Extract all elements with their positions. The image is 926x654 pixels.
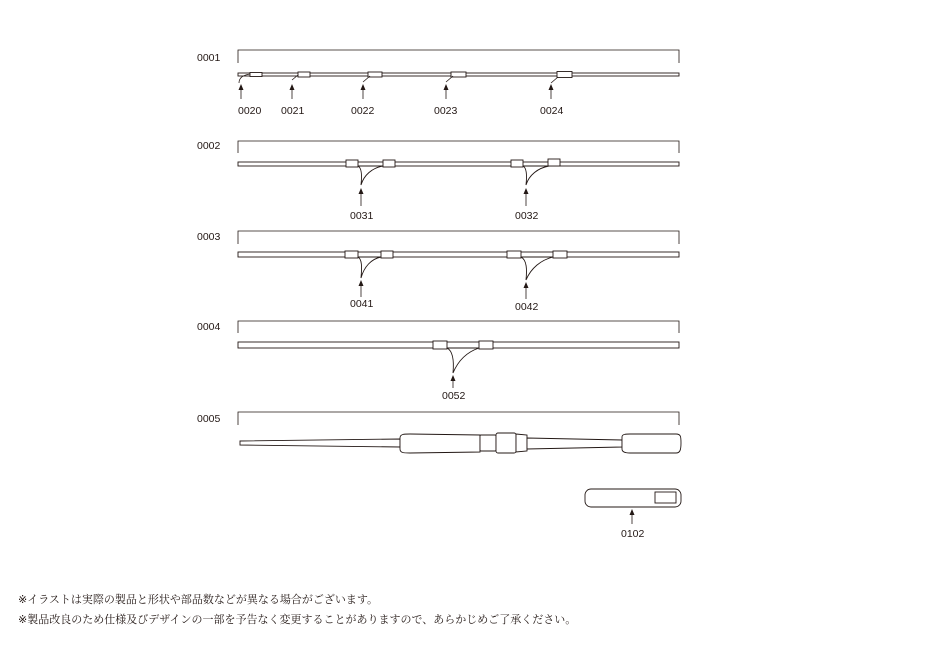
arrow-0102 (630, 509, 635, 524)
arrow-0022 (361, 84, 366, 99)
arrow-0021 (290, 84, 295, 99)
section-0003 (197, 231, 679, 313)
part-label-0102: 0102 (621, 528, 645, 540)
reel-seat-hood (516, 434, 527, 452)
arrow-0032 (524, 188, 529, 206)
arrow-0031 (359, 188, 364, 206)
reel-seat-nut (480, 435, 496, 451)
arrow-0052 (451, 375, 456, 388)
rod-cap-window (655, 492, 676, 503)
rod-blank (238, 342, 679, 348)
part-0102 (585, 489, 681, 540)
part-label-0052: 0052 (442, 390, 466, 402)
part-label-0022: 0022 (351, 105, 375, 117)
part-label-0042: 0042 (515, 301, 539, 313)
reel-seat (496, 433, 516, 453)
rod-blank (238, 252, 679, 257)
section-bracket (238, 321, 679, 333)
part-label-0024: 0024 (540, 105, 564, 117)
section-label-0002: 0002 (197, 140, 221, 152)
section-bracket (238, 412, 679, 425)
rear-grip (622, 434, 681, 453)
notes (18, 590, 576, 630)
part-label-0021: 0021 (281, 105, 305, 117)
part-label-0023: 0023 (434, 105, 458, 117)
section-label-0003: 0003 (197, 231, 221, 243)
note-spec-change-disclaimer: ※製品改良のため仕様及びデザインの一部を予告なく変更することがありますので、あらかじめご了承ください。 (18, 613, 577, 626)
part-label-0041: 0041 (350, 298, 374, 310)
arrow-0020 (239, 84, 244, 99)
section-0004 (197, 321, 679, 402)
section-0005 (197, 412, 681, 453)
part-label-0032: 0032 (515, 210, 539, 222)
section-bracket (238, 50, 679, 63)
note-illustration-disclaimer: ※イラストは実際の製品と形状や部品数などが異なる場合がございます。 (18, 593, 379, 606)
rod-blank (238, 162, 679, 166)
part-label-0020: 0020 (238, 105, 262, 117)
section-label-0001: 0001 (197, 52, 221, 64)
section-label-0005: 0005 (197, 413, 221, 425)
part-label-0031: 0031 (350, 210, 374, 222)
section-bracket (238, 141, 679, 153)
arrow-0041 (359, 280, 364, 297)
arrow-0023 (444, 84, 449, 99)
rod-blank (240, 439, 400, 447)
section-label-0004: 0004 (197, 321, 221, 333)
arrow-0024 (549, 84, 554, 99)
section-0002 (197, 140, 679, 222)
section-0001 (197, 50, 679, 117)
fore-grip (400, 434, 480, 453)
arrow-0042 (524, 282, 529, 299)
rear-blank (527, 438, 622, 449)
section-bracket (238, 231, 679, 244)
